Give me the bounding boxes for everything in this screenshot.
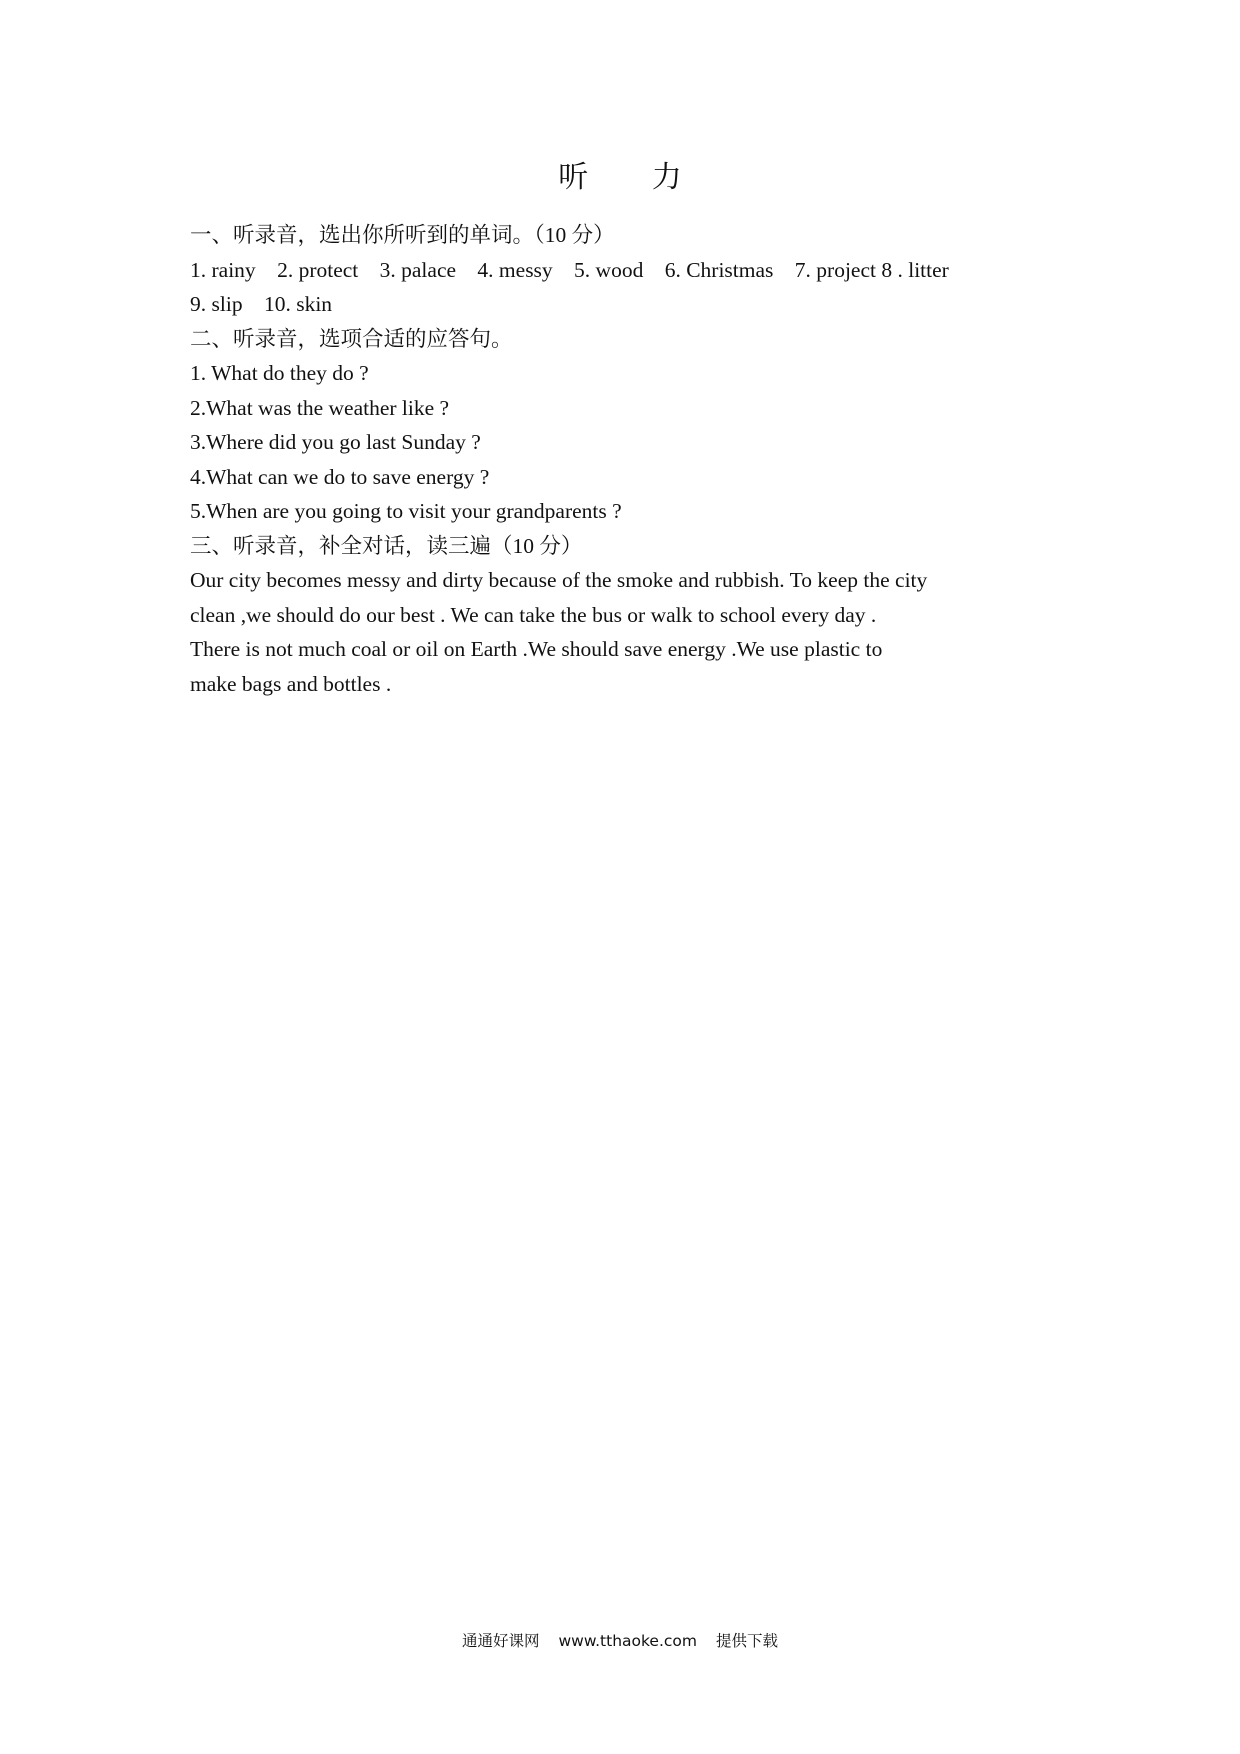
page-footer <box>0 1630 1240 1652</box>
section-2-heading: 二、听录音，选项合适的应答句。 <box>190 326 513 351</box>
word-item: 1. rainy <box>190 257 256 282</box>
passage-line: make bags and bottles . <box>190 671 392 696</box>
word-item: 7. project 8 . litter <box>794 257 949 282</box>
word-item: 5. wood <box>574 257 644 282</box>
question-item: 5.When are you going to visit your grandparents ? <box>190 499 622 523</box>
passage-line: Our city becomes messy and dirty because of the smoke and rubbish. To keep the city <box>190 568 928 592</box>
question-item: 1. What do they do ? <box>190 361 369 385</box>
question-item: 3.Where did you go last Sunday ? <box>190 430 481 454</box>
word-list-row-2 <box>190 287 1070 322</box>
word-item: 3. palace <box>379 257 457 282</box>
passage-line: clean ,we should do our best . We can take the bus or walk to school every day . <box>190 602 877 627</box>
question-item: 2.What was the weather like ? <box>190 395 450 420</box>
word-list-row-1 <box>190 253 1070 288</box>
word-item: 6. Christmas <box>664 257 774 282</box>
word-item: 2. protect <box>277 257 359 282</box>
word-item: 4. messy <box>477 257 553 282</box>
section-1-heading: 一、听录音，选出你所听到的单词。（10 分） <box>190 223 615 247</box>
listening-content <box>190 218 1070 701</box>
footer-url: www.tthaoke.com <box>558 1632 697 1650</box>
word-item: 10. skin <box>263 292 333 316</box>
question-item: 4.What can we do to save energy ? <box>190 464 490 489</box>
word-item: 9. slip <box>190 292 243 316</box>
section-3-heading: 三、听录音，补全对话，读三遍（10 分） <box>190 533 583 558</box>
footer-site-name: 通通好课网 <box>462 1632 540 1650</box>
page-title: 听 力 <box>558 161 710 194</box>
footer-note: 提供下载 <box>715 1632 778 1650</box>
passage-line: There is not much coal or oil on Earth .We should save energy .We use plastic to <box>190 637 883 661</box>
